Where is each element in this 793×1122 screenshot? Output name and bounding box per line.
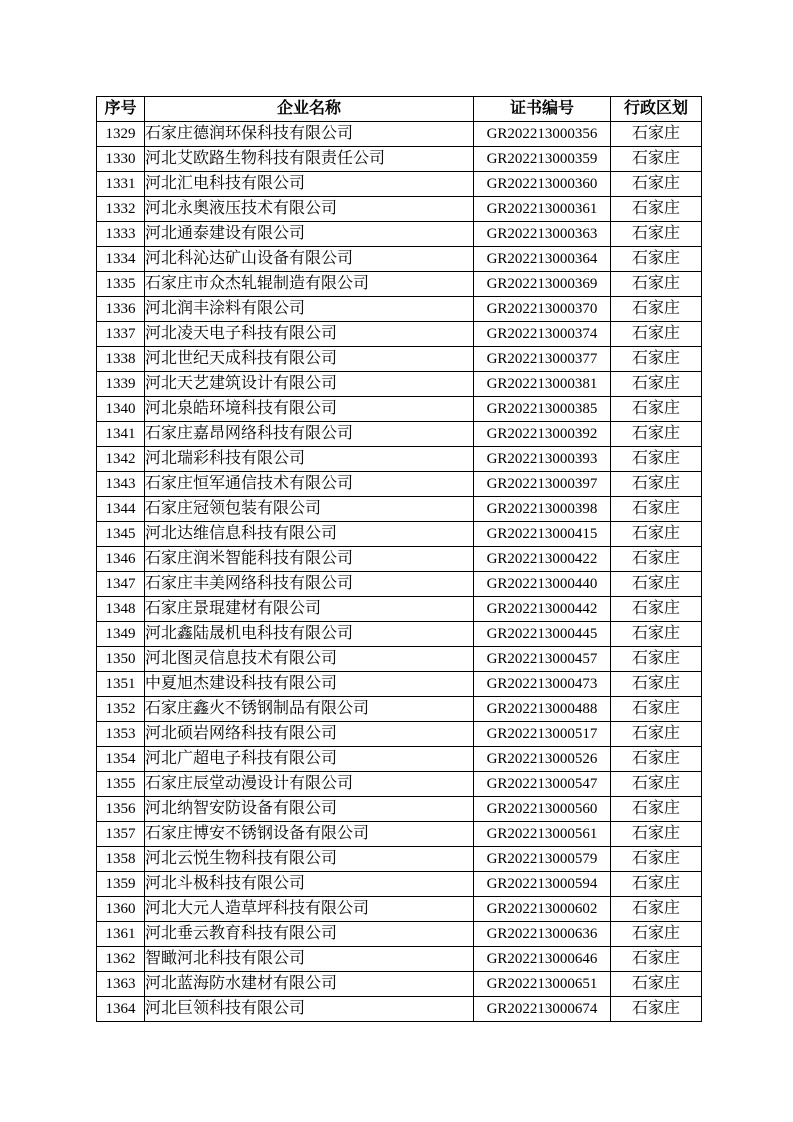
cell-index: 1344 [97,497,145,522]
cell-index: 1350 [97,647,145,672]
cell-cert: GR202213000440 [474,572,611,597]
cell-region: 石家庄 [611,722,702,747]
table-row [97,122,702,147]
cell-company: 河北天艺建筑设计有限公司 [145,372,474,397]
cell-company: 河北世纪天成科技有限公司 [145,347,474,372]
cell-cert: GR202213000560 [474,797,611,822]
cell-index: 1362 [97,947,145,972]
table-row [97,247,702,272]
cell-company: 河北泉皓环境科技有限公司 [145,397,474,422]
cell-index: 1345 [97,522,145,547]
table-row [97,647,702,672]
cell-region: 石家庄 [611,597,702,622]
table-row [97,222,702,247]
cell-cert: GR202213000364 [474,247,611,272]
cell-index: 1334 [97,247,145,272]
cell-cert: GR202213000398 [474,497,611,522]
cell-company: 河北纳智安防设备有限公司 [145,797,474,822]
cell-company: 河北瑞彩科技有限公司 [145,447,474,472]
cell-region: 石家庄 [611,472,702,497]
cell-region: 石家庄 [611,947,702,972]
table-row [97,547,702,572]
cell-cert: GR202213000636 [474,922,611,947]
cell-company: 河北达维信息科技有限公司 [145,522,474,547]
cell-cert: GR202213000360 [474,172,611,197]
cell-cert: GR202213000374 [474,322,611,347]
cell-company: 石家庄嘉昂网络科技有限公司 [145,422,474,447]
cell-cert: GR202213000526 [474,747,611,772]
cell-region: 石家庄 [611,122,702,147]
cell-cert: GR202213000473 [474,672,611,697]
cell-company: 河北云悦生物科技有限公司 [145,847,474,872]
cell-cert: GR202213000359 [474,147,611,172]
cell-company: 石家庄景琨建材有限公司 [145,597,474,622]
certificate-table [96,96,702,1022]
cell-company: 石家庄博安不锈钢设备有限公司 [145,822,474,847]
cell-cert: GR202213000646 [474,947,611,972]
column-header-company: 企业名称 [145,97,474,122]
cell-index: 1333 [97,222,145,247]
table-row [97,747,702,772]
table-row [97,922,702,947]
table-row [97,947,702,972]
cell-region: 石家庄 [611,172,702,197]
cell-index: 1352 [97,697,145,722]
table-header-row [97,97,702,122]
table-row [97,597,702,622]
cell-index: 1351 [97,672,145,697]
cell-company: 石家庄辰堂动漫设计有限公司 [145,772,474,797]
cell-cert: GR202213000361 [474,197,611,222]
cell-cert: GR202213000488 [474,697,611,722]
cell-cert: GR202213000442 [474,597,611,622]
cell-region: 石家庄 [611,347,702,372]
cell-cert: GR202213000517 [474,722,611,747]
cell-region: 石家庄 [611,797,702,822]
column-header-cert: 证书编号 [474,97,611,122]
cell-index: 1364 [97,997,145,1022]
cell-company: 河北凌天电子科技有限公司 [145,322,474,347]
cell-region: 石家庄 [611,997,702,1022]
table-row [97,397,702,422]
cell-company: 石家庄市众杰轧辊制造有限公司 [145,272,474,297]
cell-index: 1337 [97,322,145,347]
table-row [97,622,702,647]
cell-region: 石家庄 [611,147,702,172]
cell-region: 石家庄 [611,647,702,672]
cell-cert: GR202213000561 [474,822,611,847]
cell-region: 石家庄 [611,922,702,947]
table-row [97,672,702,697]
table-row [97,897,702,922]
cell-index: 1348 [97,597,145,622]
cell-index: 1347 [97,572,145,597]
cell-index: 1331 [97,172,145,197]
cell-region: 石家庄 [611,372,702,397]
cell-region: 石家庄 [611,422,702,447]
table-row [97,522,702,547]
cell-region: 石家庄 [611,222,702,247]
cell-region: 石家庄 [611,272,702,297]
cell-cert: GR202213000392 [474,422,611,447]
cell-company: 河北蓝海防水建材有限公司 [145,972,474,997]
cell-cert: GR202213000594 [474,872,611,897]
cell-cert: GR202213000415 [474,522,611,547]
cell-company: 石家庄润米智能科技有限公司 [145,547,474,572]
table-row [97,297,702,322]
cell-company: 智瞰河北科技有限公司 [145,947,474,972]
cell-index: 1342 [97,447,145,472]
cell-cert: GR202213000385 [474,397,611,422]
cell-region: 石家庄 [611,522,702,547]
cell-cert: GR202213000356 [474,122,611,147]
cell-region: 石家庄 [611,247,702,272]
cell-index: 1355 [97,772,145,797]
cell-region: 石家庄 [611,697,702,722]
cell-index: 1336 [97,297,145,322]
cell-index: 1340 [97,397,145,422]
table-row [97,572,702,597]
cell-cert: GR202213000369 [474,272,611,297]
cell-company: 石家庄德润环保科技有限公司 [145,122,474,147]
cell-region: 石家庄 [611,847,702,872]
cell-cert: GR202213000363 [474,222,611,247]
cell-company: 石家庄恒军通信技术有限公司 [145,472,474,497]
table-row [97,322,702,347]
cell-index: 1359 [97,872,145,897]
column-header-region: 行政区划 [611,97,702,122]
cell-region: 石家庄 [611,747,702,772]
table-row [97,172,702,197]
column-header-index: 序号 [97,97,145,122]
cell-region: 石家庄 [611,622,702,647]
cell-region: 石家庄 [611,897,702,922]
cell-region: 石家庄 [611,447,702,472]
cell-cert: GR202213000393 [474,447,611,472]
table-row [97,422,702,447]
cell-index: 1329 [97,122,145,147]
cell-index: 1335 [97,272,145,297]
cell-region: 石家庄 [611,822,702,847]
cell-index: 1338 [97,347,145,372]
table-row [97,147,702,172]
table-row [97,722,702,747]
cell-region: 石家庄 [611,197,702,222]
table-row [97,197,702,222]
cell-cert: GR202213000397 [474,472,611,497]
table-row [97,347,702,372]
cell-company: 石家庄鑫火不锈钢制品有限公司 [145,697,474,722]
cell-company: 河北永奥液压技术有限公司 [145,197,474,222]
cell-company: 石家庄丰美网络科技有限公司 [145,572,474,597]
table-row [97,822,702,847]
cell-cert: GR202213000445 [474,622,611,647]
cell-company: 河北科沁达矿山设备有限公司 [145,247,474,272]
table-row [97,772,702,797]
cell-region: 石家庄 [611,322,702,347]
cell-index: 1361 [97,922,145,947]
cell-index: 1360 [97,897,145,922]
cell-cert: GR202213000422 [474,547,611,572]
cell-region: 石家庄 [611,672,702,697]
table-row [97,697,702,722]
cell-region: 石家庄 [611,497,702,522]
cell-index: 1357 [97,822,145,847]
cell-region: 石家庄 [611,297,702,322]
cell-company: 河北大元人造草坪科技有限公司 [145,897,474,922]
cell-cert: GR202213000674 [474,997,611,1022]
cell-cert: GR202213000651 [474,972,611,997]
cell-index: 1332 [97,197,145,222]
cell-cert: GR202213000602 [474,897,611,922]
table-row [97,997,702,1022]
cell-cert: GR202213000457 [474,647,611,672]
cell-index: 1341 [97,422,145,447]
cell-company: 河北垂云教育科技有限公司 [145,922,474,947]
cell-region: 石家庄 [611,972,702,997]
cell-index: 1339 [97,372,145,397]
table-row [97,497,702,522]
table-row [97,372,702,397]
table-row [97,272,702,297]
cell-index: 1353 [97,722,145,747]
cell-company: 河北广超电子科技有限公司 [145,747,474,772]
cell-index: 1354 [97,747,145,772]
cell-region: 石家庄 [611,397,702,422]
cell-company: 河北斗极科技有限公司 [145,872,474,897]
cell-region: 石家庄 [611,572,702,597]
cell-company: 河北汇电科技有限公司 [145,172,474,197]
cell-cert: GR202213000547 [474,772,611,797]
cell-index: 1349 [97,622,145,647]
cell-company: 石家庄冠领包装有限公司 [145,497,474,522]
cell-company: 中夏旭杰建设科技有限公司 [145,672,474,697]
table-row [97,797,702,822]
cell-cert: GR202213000370 [474,297,611,322]
cell-company: 河北图灵信息技术有限公司 [145,647,474,672]
cell-index: 1356 [97,797,145,822]
cell-company: 河北艾欧路生物科技有限责任公司 [145,147,474,172]
cell-region: 石家庄 [611,772,702,797]
cell-cert: GR202213000377 [474,347,611,372]
cell-region: 石家庄 [611,547,702,572]
cell-company: 河北巨领科技有限公司 [145,997,474,1022]
cell-company: 河北通泰建设有限公司 [145,222,474,247]
table-body [97,122,702,1022]
cell-index: 1363 [97,972,145,997]
table-row [97,447,702,472]
cell-company: 河北鑫陆晟机电科技有限公司 [145,622,474,647]
cell-cert: GR202213000381 [474,372,611,397]
cell-cert: GR202213000579 [474,847,611,872]
table-row [97,872,702,897]
table-row [97,472,702,497]
cell-company: 河北硕岩网络科技有限公司 [145,722,474,747]
cell-region: 石家庄 [611,872,702,897]
table-row [97,972,702,997]
cell-index: 1343 [97,472,145,497]
cell-index: 1346 [97,547,145,572]
cell-index: 1330 [97,147,145,172]
table-header [97,97,702,122]
cell-index: 1358 [97,847,145,872]
table-row [97,847,702,872]
cell-company: 河北润丰涂料有限公司 [145,297,474,322]
